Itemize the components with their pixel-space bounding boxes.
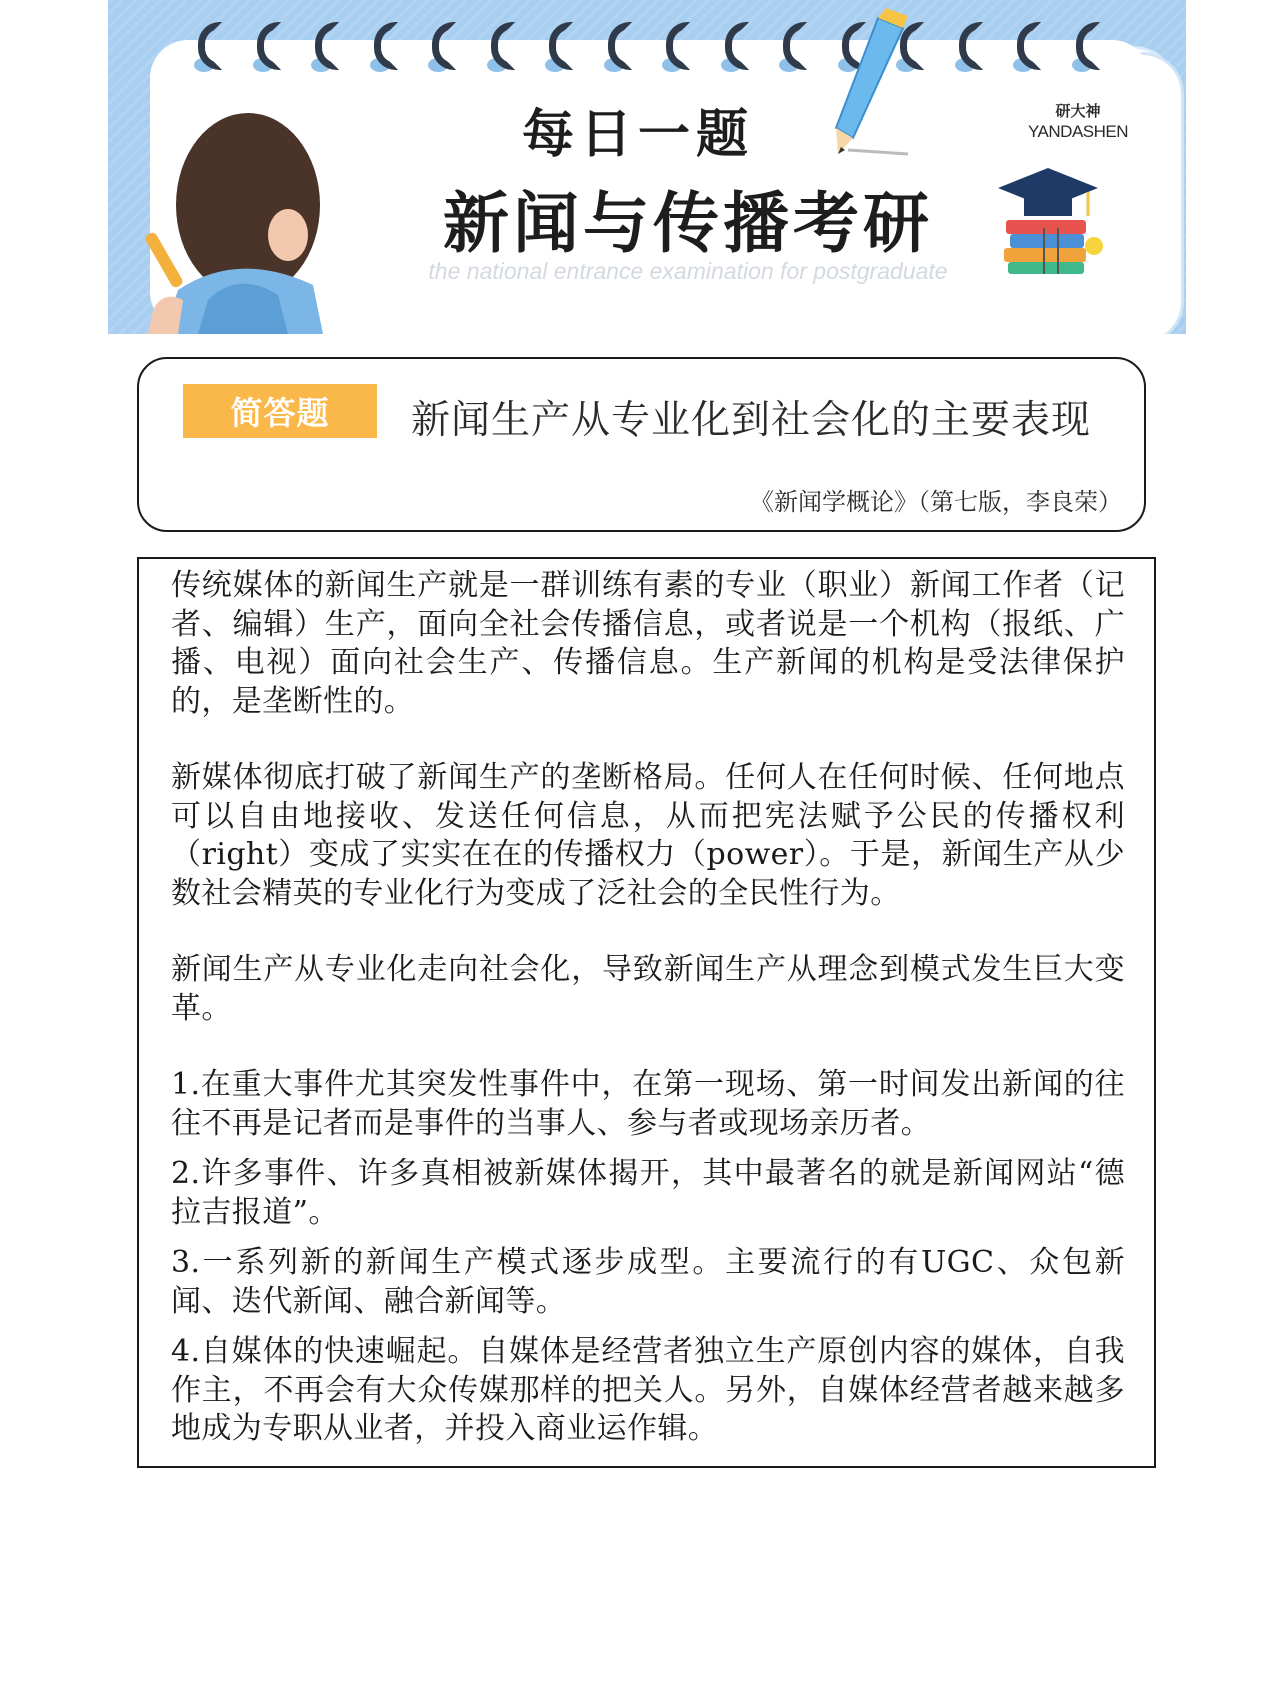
- answer-point: 2.许多事件、许多真相被新媒体揭开，其中最著名的就是新闻网站“德拉吉报道”。: [171, 1156, 1125, 1230]
- brand-name-english: YANDASHEN: [1027, 122, 1129, 141]
- girl-illustration-icon: [138, 100, 328, 334]
- spiral-rings: [198, 22, 1186, 82]
- pencil-icon: [808, 8, 918, 158]
- answer-paragraph: 新闻生产从专业化走向社会化，导致新闻生产从理念到模式发生巨大变革。: [171, 952, 1125, 1026]
- question-title: 新闻生产从专业化到社会化的主要表现: [411, 398, 1092, 443]
- banner-english-subtitle: the national entrance examination for postgraduate: [428, 258, 948, 284]
- question-type-tag: 简答题: [183, 384, 377, 438]
- banner-main-title: 新闻与传播考研: [443, 185, 933, 262]
- answer-paragraph: 传统媒体的新闻生产就是一群训练有素的专业（职业）新闻工作者（记者、编辑）生产，面向全社会传播信息，或者说是一个机构（报纸、广播、电视）面向社会生产、传播信息。生产新闻的机构是受法律保护的，是垄断性的。: [171, 568, 1125, 719]
- graduation-cap-books-icon: [988, 158, 1108, 278]
- answer-paragraph: 新媒体彻底打破了新闻生产的垄断格局。任何人在任何时候、任何地点可以自由地接收、发送任何信息，从而把宪法赋予公民的传播权利（right）变成了实实在在的传播权力（power）。于是，新闻生产从少数社会精英的专业化行为变成了泛社会的全民性行为。: [171, 760, 1125, 911]
- answer-point: 3.一系列新的新闻生产模式逐步成型。主要流行的有UGC、众包新闻、迭代新闻、融合新闻等。: [171, 1245, 1125, 1319]
- answer-point: 1.在重大事件尤其突发性事件中，在第一现场、第一时间发出新闻的往往不再是记者而是事件的当事人、参与者或现场亲历者。: [171, 1067, 1125, 1141]
- answer-point: 4.自媒体的快速崛起。自媒体是经营者独立生产原创内容的媒体，自我作主，不再会有大众传媒那样的把关人。另外，自媒体经营者越来越多地成为专职从业者，并投入商业运作辑。: [171, 1334, 1125, 1446]
- answer-content: [171, 567, 1125, 1449]
- question-card: [137, 357, 1146, 532]
- question-source: 《新闻学概论》（第七版，李良荣）: [750, 488, 1122, 516]
- lightbulb-icon: [1085, 237, 1103, 255]
- daily-question-title: 每日一题: [521, 105, 754, 165]
- brand-name-chinese: 研大神: [1055, 102, 1101, 120]
- answer-box: [137, 557, 1156, 1468]
- header-banner: [108, 0, 1186, 334]
